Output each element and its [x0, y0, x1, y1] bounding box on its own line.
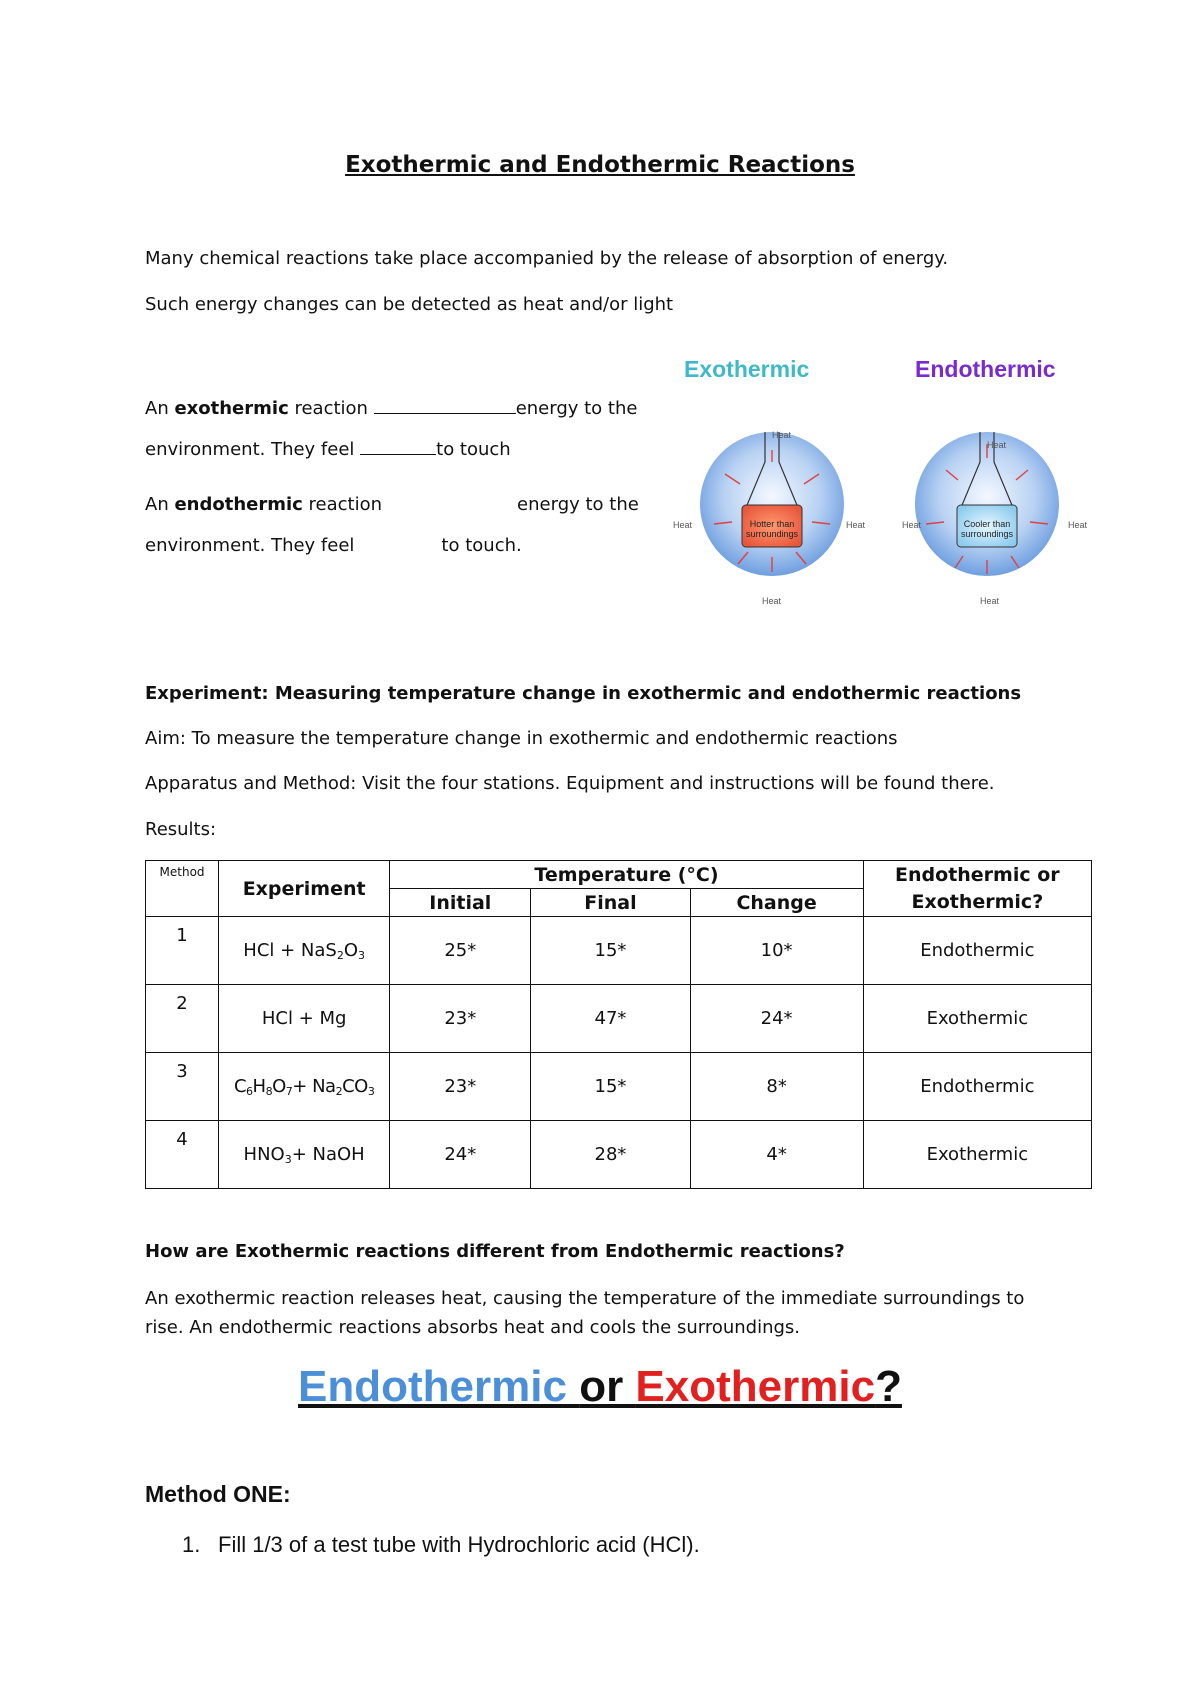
row-initial: 24* — [390, 1121, 531, 1189]
banner-question-mark: ? — [875, 1362, 902, 1411]
header-experiment: Experiment — [219, 861, 390, 917]
endo-heat-right: Heat — [1068, 520, 1088, 530]
row-number: 1 — [146, 917, 219, 985]
row-experiment: $C_6H_8O_7+ Na_2CO_3$ — [219, 1053, 390, 1121]
exo-keyword: exothermic — [174, 398, 289, 419]
results-label: Results: — [145, 819, 217, 840]
banner-exo: Exothermic — [635, 1362, 876, 1411]
exo-endo-diagram — [670, 352, 1090, 616]
intro-line-1: Many chemical reactions take place accompanied by the release of absorption of energy. — [145, 248, 949, 269]
row-type: Exothermic — [863, 1121, 1091, 1189]
row-final: 15* — [531, 917, 690, 985]
row-experiment: HCl + Mg — [219, 985, 390, 1053]
endo-heat-left: Heat — [902, 520, 922, 530]
apparatus-line: Apparatus and Method: Visit the four stations. Equipment and instructions will be found there. — [145, 773, 995, 794]
row-number: 3 — [146, 1053, 219, 1121]
table-row — [146, 917, 1092, 985]
row-change: 8* — [690, 1053, 863, 1121]
header-temperature: Temperature (°C) — [390, 861, 863, 889]
experiment-heading: Experiment: Measuring temperature change in exothermic and endothermic reactions — [145, 683, 1022, 704]
row-type: Endothermic — [863, 1053, 1091, 1121]
method-step-text: Fill 1/3 of a test tube with Hydrochloric acid (HCl). — [218, 1532, 700, 1557]
exo-heat-left: Heat — [673, 520, 693, 530]
row-number: 2 — [146, 985, 219, 1053]
row-initial: 23* — [390, 1053, 531, 1121]
answer-line-2: rise. An endothermic reactions absorbs heat and cools the surroundings. — [145, 1317, 801, 1338]
row-change: 4* — [690, 1121, 863, 1189]
endo-heat-bottom: Heat — [980, 596, 1000, 606]
row-experiment: HCl + $NaS_2O_3$ — [219, 917, 390, 985]
exo-heat-right: Heat — [846, 520, 866, 530]
exo-blank-2 — [360, 437, 436, 455]
question-heading: How are Exothermic reactions different from Endothermic reactions? — [145, 1241, 845, 1262]
table-row — [146, 1053, 1092, 1121]
table-row — [146, 1121, 1092, 1189]
endo-or-exo-banner — [0, 1362, 1200, 1412]
exo-sentence-line-2: environment. They feel to touch — [145, 439, 511, 460]
header-method: Method — [146, 861, 219, 917]
exo-blank-1 — [374, 396, 516, 414]
page-title: Exothermic and Endothermic Reactions — [345, 152, 855, 178]
diagram-endo-title: Endothermic — [915, 356, 1056, 382]
exo-heat-top: Heat — [772, 430, 792, 440]
diagram-exo-title: Exothermic — [684, 356, 810, 382]
method-one-heading: Method ONE: — [145, 1481, 291, 1507]
row-experiment: $HNO_3+$ NaOH — [219, 1121, 390, 1189]
header-change: Change — [690, 889, 863, 917]
header-initial: Initial — [390, 889, 531, 917]
results-table — [145, 860, 1092, 1189]
row-type: Endothermic — [863, 917, 1091, 985]
intro-line-2: Such energy changes can be detected as heat and/or light — [145, 294, 674, 315]
header-type: Endothermic or Exothermic? — [863, 861, 1091, 917]
table-row — [146, 985, 1092, 1053]
endo-sentence-line-1: An endothermic reaction energy to the — [145, 494, 639, 515]
aim-line: Aim: To measure the temperature change in exothermic and endothermic reactions — [145, 728, 898, 749]
header-final: Final — [531, 889, 690, 917]
diagram-graphic — [670, 392, 1090, 616]
row-final: 47* — [531, 985, 690, 1053]
row-number: 4 — [146, 1121, 219, 1189]
row-initial: 25* — [390, 917, 531, 985]
row-change: 24* — [690, 985, 863, 1053]
exo-heat-bottom: Heat — [762, 596, 782, 606]
exo-center-label: Hotter than surroundings — [745, 519, 799, 539]
exo-sentence-line-1: An exothermic reaction energy to the — [145, 398, 638, 419]
row-change: 10* — [690, 917, 863, 985]
row-final: 28* — [531, 1121, 690, 1189]
method-step-number: 1. — [182, 1532, 201, 1557]
endo-sentence-line-2: environment. They feel to touch. — [145, 535, 522, 556]
endo-keyword: endothermic — [174, 494, 303, 515]
answer-line-1: An exothermic reaction releases heat, causing the temperature of the immediate surroundings to — [145, 1288, 1025, 1309]
row-initial: 23* — [390, 985, 531, 1053]
endo-heat-top: Heat — [987, 440, 1007, 450]
banner-endo: Endothermic — [298, 1362, 580, 1411]
row-type: Exothermic — [863, 985, 1091, 1053]
row-final: 15* — [531, 1053, 690, 1121]
banner-or: or — [579, 1362, 636, 1411]
endo-center-label: Cooler than surroundings — [960, 519, 1014, 539]
